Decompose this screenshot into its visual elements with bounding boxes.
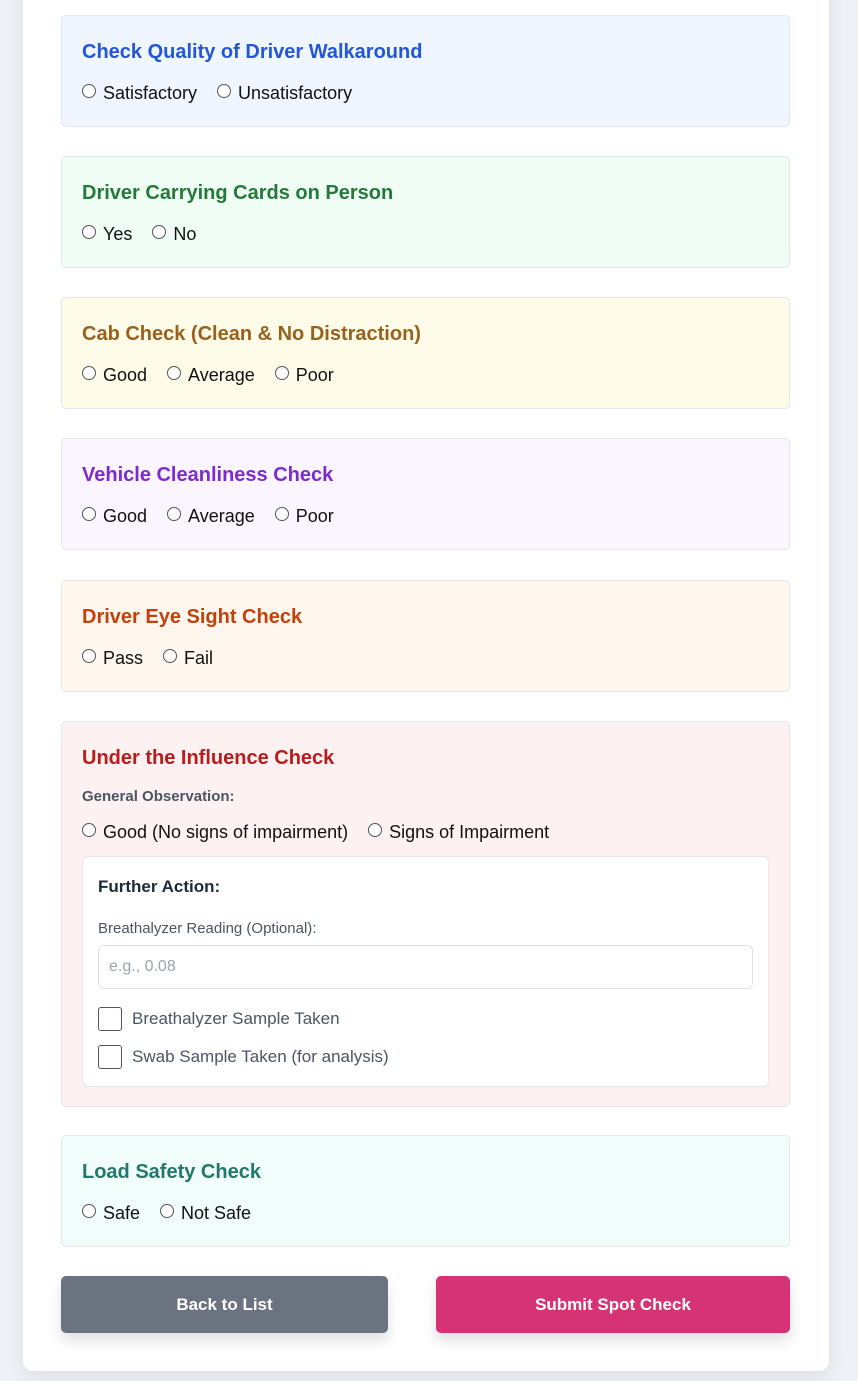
section-title: Load Safety Check	[82, 1161, 261, 1183]
radio-label: Pass	[103, 648, 144, 668]
radio-unsatisfactory[interactable]	[217, 81, 352, 105]
radio-label: Poor	[295, 365, 334, 385]
submit-spot-check-button[interactable]: Submit Spot Check	[436, 1276, 790, 1333]
section-walkaround	[61, 15, 790, 127]
section-title: Under the Influence Check	[82, 747, 335, 769]
back-to-list-button[interactable]: Back to List	[61, 1276, 388, 1333]
radio-icon[interactable]	[160, 1204, 174, 1218]
radio-icon[interactable]	[368, 823, 382, 837]
checkbox-icon[interactable]	[98, 1007, 122, 1031]
radio-poor[interactable]	[275, 363, 334, 387]
radio-icon[interactable]	[275, 507, 289, 521]
radio-icon[interactable]	[82, 84, 96, 98]
radio-icon[interactable]	[82, 1204, 96, 1218]
radio-icon[interactable]	[275, 366, 289, 380]
radio-label: Good	[103, 506, 148, 526]
radio-good[interactable]	[82, 504, 147, 528]
checkbox-swab-sample[interactable]	[98, 1039, 753, 1075]
radio-icon[interactable]	[82, 366, 96, 380]
radio-label: Not Safe	[181, 1203, 252, 1223]
radio-icon[interactable]	[152, 225, 166, 239]
radio-fail[interactable]	[163, 646, 213, 670]
radio-good[interactable]	[82, 363, 147, 387]
radio-icon[interactable]	[167, 366, 181, 380]
checkbox-label: Swab Sample Taken (for analysis)	[132, 1047, 389, 1066]
breathalyzer-reading-input[interactable]: e.g., 0.08	[98, 945, 753, 989]
section-cab-check	[61, 297, 790, 409]
section-vehicle-cleanliness	[61, 438, 790, 550]
checkbox-breathalyzer-sample[interactable]	[98, 1001, 753, 1037]
radio-pass[interactable]	[82, 646, 143, 670]
radio-poor[interactable]	[275, 504, 334, 528]
checkbox-icon[interactable]	[98, 1045, 122, 1069]
section-title: Driver Carrying Cards on Person	[82, 182, 394, 204]
radio-average[interactable]	[167, 363, 255, 387]
further-action-panel	[82, 856, 769, 1087]
radio-icon[interactable]	[82, 823, 96, 837]
further-action-title: Further Action:	[98, 877, 221, 896]
radio-label: Safe	[103, 1203, 141, 1223]
radio-icon[interactable]	[163, 649, 177, 663]
radio-signs-of-impairment[interactable]	[368, 820, 549, 844]
radio-no[interactable]	[152, 222, 196, 246]
section-title: Vehicle Cleanliness Check	[82, 464, 334, 486]
radio-average[interactable]	[167, 504, 255, 528]
radio-label: Average	[188, 506, 255, 526]
radio-icon[interactable]	[82, 649, 96, 663]
radio-label: Good	[103, 365, 148, 385]
section-cards	[61, 156, 790, 268]
radio-icon[interactable]	[82, 507, 96, 521]
section-title: Driver Eye Sight Check	[82, 606, 303, 628]
radio-label: Poor	[295, 506, 334, 526]
radio-icon[interactable]	[82, 225, 96, 239]
checkbox-label: Breathalyzer Sample Taken	[132, 1009, 340, 1028]
radio-label: Yes	[103, 224, 133, 244]
radio-satisfactory[interactable]	[82, 81, 197, 105]
section-under-influence	[61, 721, 790, 1107]
radio-icon[interactable]	[217, 84, 231, 98]
radio-label: No	[173, 224, 197, 244]
section-eye-sight	[61, 580, 790, 692]
radio-label: Signs of Impairment	[389, 822, 550, 842]
radio-safe[interactable]	[82, 1201, 140, 1225]
radio-no-impairment[interactable]	[82, 820, 348, 844]
breathalyzer-reading-label: Breathalyzer Reading (Optional):	[98, 920, 317, 937]
radio-label: Good (No signs of impairment)	[103, 822, 349, 842]
section-load-safety	[61, 1135, 790, 1247]
radio-label: Satisfactory	[103, 83, 198, 103]
radio-icon[interactable]	[167, 507, 181, 521]
general-observation-label: General Observation:	[82, 788, 235, 805]
section-title: Check Quality of Driver Walkaround	[82, 41, 423, 63]
section-title: Cab Check (Clean & No Distraction)	[82, 323, 421, 345]
radio-not-safe[interactable]	[160, 1201, 251, 1225]
radio-label: Average	[188, 365, 255, 385]
radio-yes[interactable]	[82, 222, 132, 246]
radio-label: Unsatisfactory	[238, 83, 353, 103]
radio-label: Fail	[184, 648, 214, 668]
